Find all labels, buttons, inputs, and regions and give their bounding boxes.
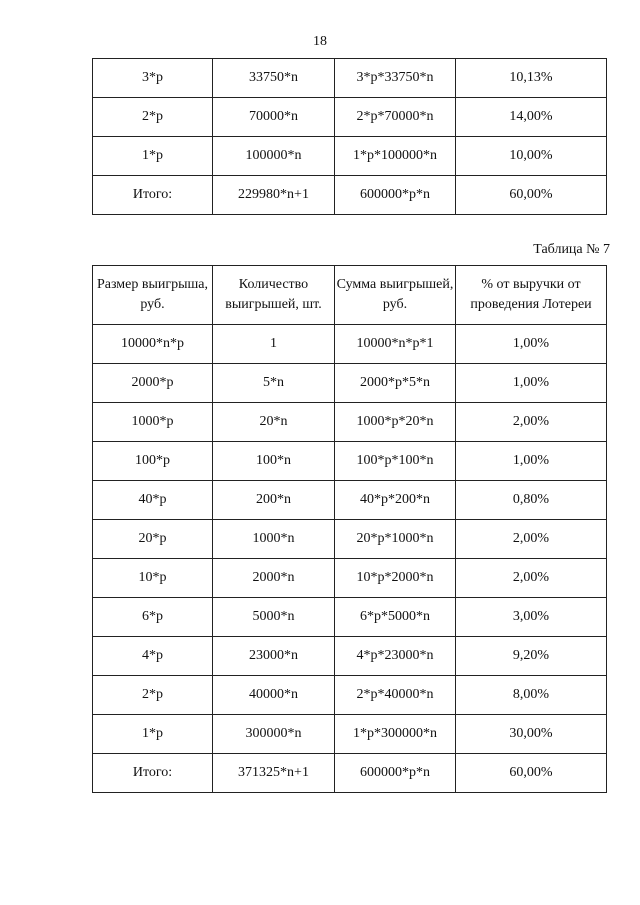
total-percent-cell: 60,00% [456,754,607,793]
total-count-cell: 371325*n+1 [213,754,335,793]
prize-sum-cell: 2*p*70000*n [335,98,456,137]
prize-size-cell: 100*p [93,442,213,481]
revenue-percent-cell: 1,00% [456,325,607,364]
revenue-percent-cell: 2,00% [456,559,607,598]
prize-size-cell: 4*p [93,637,213,676]
table-winnings-continued [92,58,607,215]
header-revenue-percent: % от выручки от проведения Лотереи [456,266,607,325]
table-row [93,481,607,520]
revenue-percent-cell: 14,00% [456,98,607,137]
prize-size-cell: 2*p [93,676,213,715]
prize-count-cell: 5*n [213,364,335,403]
table-total-row [93,754,607,793]
revenue-percent-cell: 3,00% [456,598,607,637]
revenue-percent-cell: 10,00% [456,137,607,176]
revenue-percent-cell: 2,00% [456,520,607,559]
table-header-row [93,266,607,325]
header-prize-sum: Сумма выигрышей, руб. [335,266,456,325]
prize-count-cell: 23000*n [213,637,335,676]
prize-sum-cell: 6*p*5000*n [335,598,456,637]
table-row [93,325,607,364]
prize-count-cell: 100*n [213,442,335,481]
prize-count-cell: 70000*n [213,98,335,137]
total-sum-cell: 600000*p*n [335,754,456,793]
prize-sum-cell: 2000*p*5*n [335,364,456,403]
prize-count-cell: 33750*n [213,59,335,98]
prize-count-cell: 1000*n [213,520,335,559]
revenue-percent-cell: 10,13% [456,59,607,98]
table-row [93,559,607,598]
table-row [93,59,607,98]
prize-count-cell: 300000*n [213,715,335,754]
prize-size-cell: 1*p [93,137,213,176]
revenue-percent-cell: 8,00% [456,676,607,715]
prize-count-cell: 40000*n [213,676,335,715]
prize-count-cell: 100000*n [213,137,335,176]
prize-size-cell: 40*p [93,481,213,520]
revenue-percent-cell: 2,00% [456,403,607,442]
prize-sum-cell: 10000*n*p*1 [335,325,456,364]
revenue-percent-cell: 1,00% [456,442,607,481]
table-row [93,637,607,676]
revenue-percent-cell: 0,80% [456,481,607,520]
total-count-cell: 229980*n+1 [213,176,335,215]
prize-size-cell: 10*p [93,559,213,598]
prize-size-cell: 1000*p [93,403,213,442]
revenue-percent-cell: 9,20% [456,637,607,676]
prize-size-cell: 2*p [93,98,213,137]
prize-count-cell: 5000*n [213,598,335,637]
prize-sum-cell: 40*p*200*n [335,481,456,520]
header-prize-count: Количество выигрышей, шт. [213,266,335,325]
prize-size-cell: 1*p [93,715,213,754]
total-label-cell: Итого: [93,754,213,793]
prize-size-cell: 10000*n*p [93,325,213,364]
table-row [93,364,607,403]
header-prize-size: Размер выигрыша, руб. [93,266,213,325]
prize-sum-cell: 3*p*33750*n [335,59,456,98]
prize-count-cell: 20*n [213,403,335,442]
prize-sum-cell: 2*p*40000*n [335,676,456,715]
revenue-percent-cell: 1,00% [456,364,607,403]
prize-sum-cell: 20*p*1000*n [335,520,456,559]
table-caption: Таблица № 7 [533,242,610,257]
table-row [93,403,607,442]
prize-sum-cell: 4*p*23000*n [335,637,456,676]
table-row [93,137,607,176]
prize-size-cell: 3*p [93,59,213,98]
total-percent-cell: 60,00% [456,176,607,215]
table-row [93,715,607,754]
prize-count-cell: 1 [213,325,335,364]
revenue-percent-cell: 30,00% [456,715,607,754]
table-row [93,98,607,137]
table-winnings-7 [92,265,607,793]
prize-size-cell: 6*p [93,598,213,637]
prize-sum-cell: 100*p*100*n [335,442,456,481]
prize-count-cell: 200*n [213,481,335,520]
total-label-cell: Итого: [93,176,213,215]
prize-count-cell: 2000*n [213,559,335,598]
total-sum-cell: 600000*p*n [335,176,456,215]
page-number: 18 [313,34,327,49]
prize-sum-cell: 1*p*300000*n [335,715,456,754]
prize-sum-cell: 10*p*2000*n [335,559,456,598]
table-row [93,442,607,481]
prize-sum-cell: 1000*p*20*n [335,403,456,442]
prize-size-cell: 2000*p [93,364,213,403]
prize-size-cell: 20*p [93,520,213,559]
table-row [93,598,607,637]
prize-sum-cell: 1*p*100000*n [335,137,456,176]
table-total-row [93,176,607,215]
table-row [93,520,607,559]
table-row [93,676,607,715]
